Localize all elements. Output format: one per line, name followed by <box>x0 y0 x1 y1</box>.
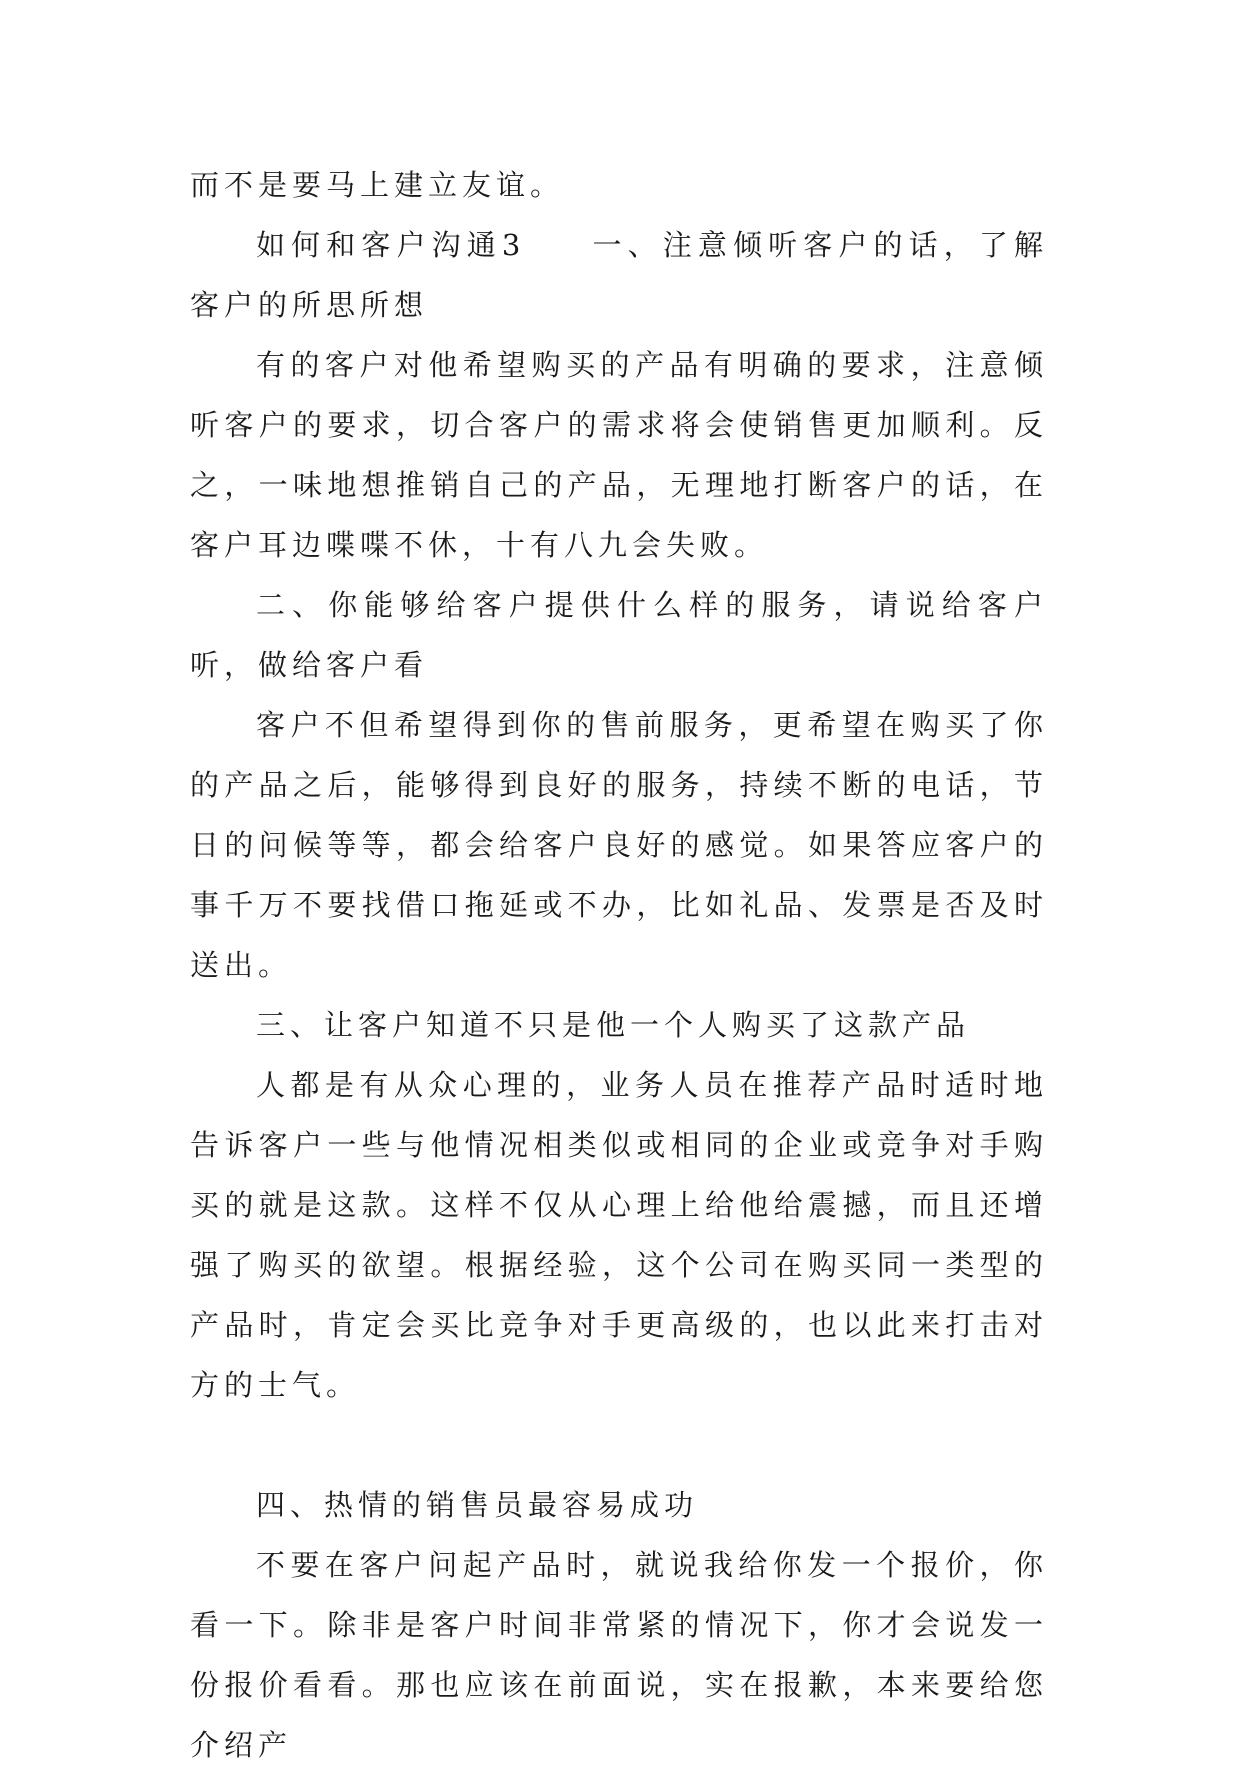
document-body <box>190 155 1048 1775</box>
subsection-heading-2: 二、你能够给客户提供什么样的服务，请说给客户听，做给客户看 <box>190 588 1048 682</box>
paragraph-7: 人都是有从众心理的，业务人员在推荐产品时适时地告诉客户一些与他情况相类似或相同的企业或竞争对手购买的就是这款。这样不仅从心理上给他给震撼，而且还增强了购买的欲望。根据经验，这个公司在购买同一类型的产品时，肯定会买比竞争对手更高级的，也以此来打击对方的士气。 <box>190 1068 1048 1402</box>
paragraph-5: 客户不但希望得到你的售前服务，更希望在购买了你的产品之后，能够得到良好的服务，持续不断的电话，节日的问候等等，都会给客户良好的感觉。如果答应客户的事千万不要找借口拖延或不办，比如礼品、发票是否及时送出。 <box>190 708 1048 982</box>
subsection-heading-3: 三、让客户知道不只是他一个人购买了这款产品 <box>256 1008 971 1042</box>
paragraph-1: 而不是要马上建立友谊。 <box>190 168 565 202</box>
paragraph-9: 不要在客户问起产品时，就说我给你发一个报价，你看一下。除非是客户时间非常紧的情况下，你才会说发一份报价看看。那也应该在前面说，实在报歉，本来要给您介绍产 <box>190 1548 1048 1762</box>
paragraph-3: 有的客户对他希望购买的产品有明确的要求，注意倾听客户的要求，切合客户的需求将会使销售更加顺利。反之，一味地想推销自己的产品，无理地打断客户的话，在客户耳边喋喋不休，十有八九会失败。 <box>190 348 1048 562</box>
subsection-heading-1: 一、注意倾听客户的话，了解客户的所思所想 <box>190 228 1048 322</box>
section-heading: 如何和客户沟通3 <box>256 228 526 262</box>
paragraph-2 <box>190 215 1048 335</box>
subsection-heading-4: 四、热情的销售员最容易成功 <box>256 1488 699 1522</box>
blank-line <box>190 1415 1048 1475</box>
